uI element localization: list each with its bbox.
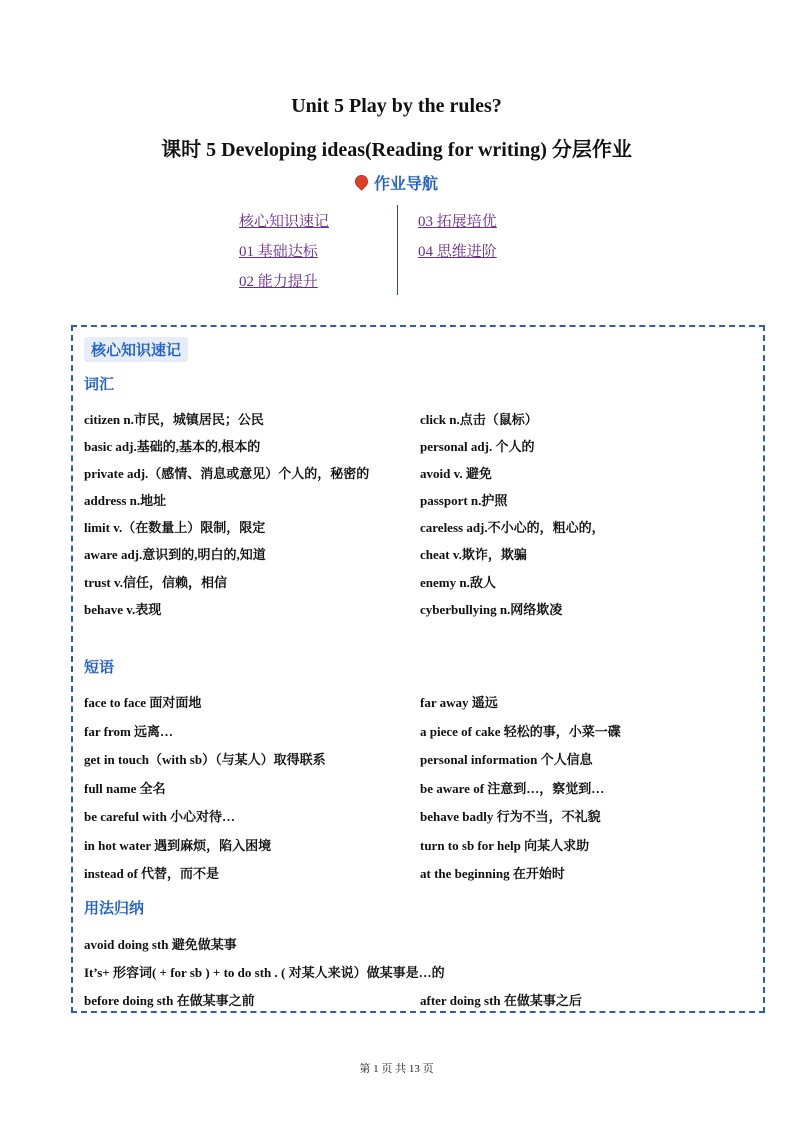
phrase-item: get in touch（with sb）（与某人）取得联系 <box>84 752 326 767</box>
phrase-item: be careful with 小心对待… <box>84 809 236 824</box>
nav-divider <box>397 205 398 295</box>
vocab-item: cheat v.欺诈，欺骗 <box>420 547 527 562</box>
usage-item: after doing sth 在做某事之后 <box>420 993 582 1008</box>
vocab-item: limit v.（在数量上）限制，限定 <box>84 520 266 535</box>
usage-item: before doing sth 在做某事之前 <box>84 993 255 1008</box>
core-knowledge-box <box>71 325 765 1013</box>
phrase-item: far away 遥远 <box>420 695 498 710</box>
phrase-heading: 短语 <box>84 658 115 676</box>
phrase-item: face to face 面对面地 <box>84 695 202 710</box>
nav-link-core-knowledge[interactable]: 核心知识速记 <box>239 214 330 230</box>
vocab-item: aware adj.意识到的,明白的,知道 <box>84 547 266 562</box>
nav-link-thinking[interactable]: 04 思维进阶 <box>418 244 497 260</box>
phrase-item: be aware of 注意到…，察觉到… <box>420 781 605 796</box>
vocab-item: trust v.信任，信赖，相信 <box>84 575 228 590</box>
nav-heading-label: 作业导航 <box>373 174 438 193</box>
phrase-item: personal information 个人信息 <box>420 752 593 767</box>
phrase-item: full name 全名 <box>84 781 166 796</box>
vocab-item: click n.点击（鼠标） <box>420 412 538 427</box>
location-pin-icon <box>352 172 370 190</box>
phrase-item: instead of 代替，而不是 <box>84 866 220 881</box>
phrase-item: in hot water 遇到麻烦，陷入困境 <box>84 838 272 853</box>
page-title: Unit 5 Play by the rules? <box>291 95 502 117</box>
vocab-item: citizen n.市民，城镇居民；公民 <box>84 412 264 427</box>
nav-link-ability[interactable]: 02 能力提升 <box>239 274 318 290</box>
vocab-item: address n.地址 <box>84 493 167 508</box>
vocab-item: private adj.（感情、消息或意见）个人的，秘密的 <box>84 466 370 481</box>
phrase-item: turn to sb for help 向某人求助 <box>420 838 590 853</box>
vocab-item: basic adj.基础的,基本的,根本的 <box>84 439 261 454</box>
usage-item: It’s+ 形容词( + for sb ) + to do sth . ( 对某人来说）做某事是…的 <box>84 965 445 980</box>
page-subtitle: 课时 5 Developing ideas(Reading for writing) 分层作业 <box>161 139 632 161</box>
usage-item: avoid doing sth 避免做某事 <box>84 937 237 952</box>
vocab-item: cyberbullying n.网络欺凌 <box>420 602 563 617</box>
vocab-item: avoid v. 避免 <box>420 466 492 481</box>
nav-link-basic[interactable]: 01 基础达标 <box>239 244 318 260</box>
usage-heading: 用法归纳 <box>84 899 145 917</box>
nav-link-extension[interactable]: 03 拓展培优 <box>418 214 497 230</box>
nav-heading <box>0 171 793 194</box>
vocab-item: behave v.表现 <box>84 602 162 617</box>
phrase-item: a piece of cake 轻松的事，小菜一碟 <box>420 724 621 739</box>
vocab-heading: 词汇 <box>84 375 115 393</box>
phrase-item: behave badly 行为不当，不礼貌 <box>420 809 601 824</box>
vocab-item: personal adj. 个人的 <box>420 439 535 454</box>
core-knowledge-badge: 核心知识速记 <box>84 337 188 362</box>
vocab-item: passport n.护照 <box>420 493 508 508</box>
vocab-item: careless adj.不小心的，粗心的， <box>420 520 605 535</box>
vocab-item: enemy n.敌人 <box>420 575 496 590</box>
phrase-item: at the beginning 在开始时 <box>420 866 565 881</box>
page-number: 第 1 页 共 13 页 <box>359 1063 434 1075</box>
phrase-item: far from 远离… <box>84 724 174 739</box>
